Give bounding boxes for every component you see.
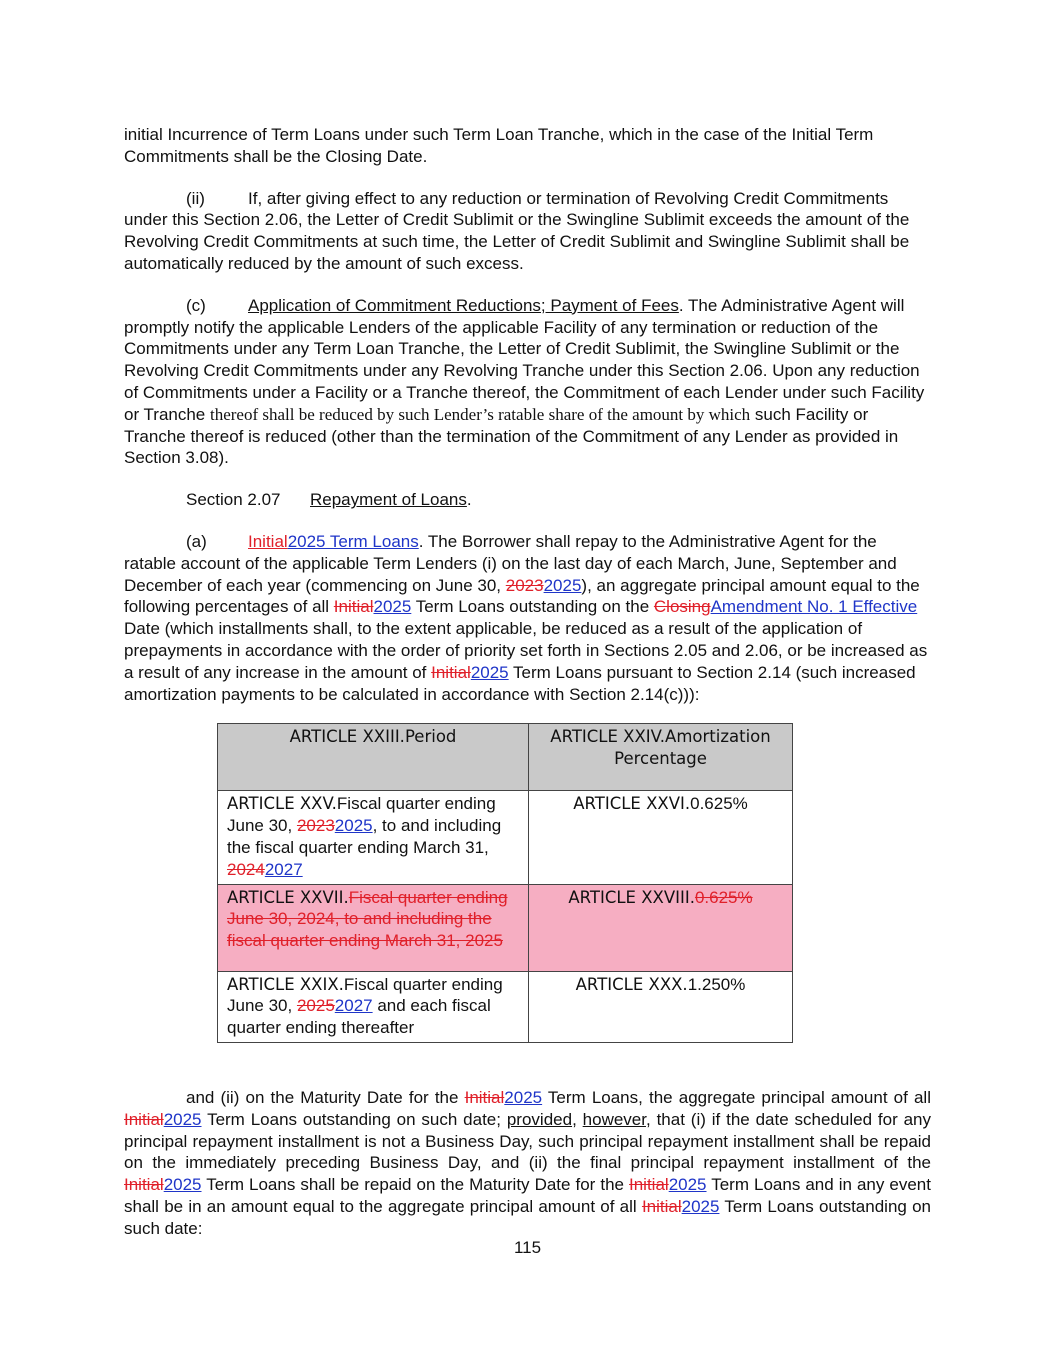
inserted-text: 2025 — [163, 1109, 202, 1129]
paragraph-c-commitment-reductions: (c) Application of Commitment Reductions; Payment of Fees. The Administrative Agent will promptly notify the applicable Lenders of the applicable Facility of any termination or reduction of the Commitments under any Term Loan Tranche, the Letter of Credit Sublimit, the Swingline Sublimit or the Revolving Credit Commitments under any Revolving Tranche under this Section 2.06. Upon any reduction of Commitments under a Facility or a Tranche thereof, the Commitment of each Lender under such Facility or Tranche thereof shall be reduced by such Lender’s ratable share of the amount by which such Facility or Tranche thereof is reduced (other than the termination of the Commitment of any Lender as provided in Section 3.08). — [124, 295, 925, 468]
deleted-text: Fiscal quarter ending June 30, 2024, to and including the fiscal quarter ending March 31, 2025 — [227, 887, 508, 951]
section-title: Repayment of Loans — [310, 490, 467, 510]
percentage-cell: ARTICLE XXVI.0.625% — [529, 791, 793, 884]
deleted-text: Initial — [641, 1196, 682, 1216]
deleted-text: Initial — [124, 1109, 164, 1129]
table-row — [218, 971, 793, 1042]
inserted-text: 2025 — [334, 816, 373, 836]
section-heading: Section 2.07 Repayment of Loans. — [186, 490, 472, 510]
deleted-text: 0.625% — [694, 887, 753, 907]
header-amortization-percentage: ARTICLE XXIV.Amortization Percentage — [529, 724, 793, 791]
paragraph-maturity-date: and (ii) on the Maturity Date for the Initial2025 Term Loans, the aggregate principal amount of all Initial2025 Term Loans outstanding on such date; provided, however, that (i) if the date scheduled for any principal repayment installment is not a Business Day, such principal repayment installment shall be repaid on the immediately preceding Business Day, and (ii) the final principal repayment installment of the Initial2025 Term Loans shall be repaid on the Maturity Date for the Initial2025 Term Loans and in any event shall be in an amount equal to the aggregate principal amount of all Initial2025 Term Loans outstanding on such date: — [124, 1087, 931, 1238]
section-number: Section 2.07 — [186, 490, 281, 510]
table-header-row — [218, 724, 793, 791]
deleted-text: 2023 — [296, 816, 335, 836]
deleted-text: Initial — [431, 662, 471, 682]
inserted-text: 2025 — [668, 1175, 707, 1195]
deleted-text: 2025 — [296, 996, 335, 1016]
paragraph-a-repayment: (a) Initial2025 Term Loans. The Borrower shall repay to the Administrative Agent for the ratable account of the applicable Term Lenders (i) on the last day of each March, June, September and December of each year (commencing on June 30, 20232025), an aggregate principal amount equal to the following percentages of all Initial2025 Term Loans outstanding on the ClosingAmendment No. 1 Effective Date (which installments shall, to the extent applicable, be reduced as a result of the application of prepayments in accordance with the order of priority set forth in Sections 2.05 and 2.06, or be increased as a result of any increase in the amount of Initial2025 Term Loans pursuant to Section 2.14 (such increased amortization payments to be calculated in accordance with Section 2.14(c))): — [124, 531, 928, 704]
inserted-text: 2025 Term Loans — [287, 531, 419, 551]
table-row-deleted — [218, 884, 793, 971]
clause-heading: Application of Commitment Reductions; Payment of Fees — [248, 295, 679, 315]
deleted-text: Initial — [124, 1175, 164, 1195]
inserted-text: 2027 — [264, 859, 303, 879]
period-cell: ARTICLE XXVII.Fiscal quarter ending June 30, 2024, to and including the fiscal quarter ending March 31, 2025 — [218, 884, 529, 971]
deleted-text: Initial — [629, 1175, 669, 1195]
inserted-text: 2025 — [543, 575, 582, 595]
deleted-text: 2024 — [227, 859, 265, 879]
inserted-text: Amendment No. 1 Effective — [710, 597, 918, 617]
deleted-text: Initial — [333, 597, 374, 617]
paragraph-text: initial Incurrence of Term Loans under such Term Loan Tranche, which in the case of the Initial Term Commitments shall be the Closing Date. — [124, 125, 874, 166]
percentage-cell: ARTICLE XXVIII.0.625% — [529, 884, 793, 971]
document-page — [124, 124, 931, 1239]
paragraph-closing-date — [124, 124, 931, 168]
inserted-text: 2025 — [504, 1087, 543, 1107]
deleted-text: Closing — [653, 597, 711, 617]
percentage-cell: ARTICLE XXX.1.250% — [529, 971, 793, 1042]
inserted-text: 2025 — [470, 662, 509, 682]
deleted-text: Initial — [248, 531, 288, 551]
clause-number: (a) — [186, 531, 207, 551]
period-cell: ARTICLE XXV.Fiscal quarter ending June 30, 20232025, to and including the fiscal quarter ending March 31, 20242027 — [218, 791, 529, 884]
inserted-text: 2027 — [334, 996, 373, 1016]
paragraph-ii-sublimit — [124, 188, 931, 275]
clause-number: (c) — [186, 295, 206, 315]
table-row — [218, 791, 793, 884]
inserted-text: 2025 — [373, 597, 412, 617]
period-cell: ARTICLE XXIX.Fiscal quarter ending June 30, 20252027 and each fiscal quarter ending thereafter — [218, 971, 529, 1042]
clause-number: (ii) — [186, 188, 205, 208]
header-period: ARTICLE XXIII.Period — [218, 724, 529, 791]
page-number: 115 — [513, 1238, 542, 1257]
deleted-text: 2023 — [505, 575, 544, 595]
inserted-text: 2025 — [163, 1175, 202, 1195]
paragraph-text: If, after giving effect to any reduction or termination of Revolving Credit Commitments under this Section 2.06, the Letter of Credit Sublimit or the Swingline Sublimit exceeds the amount of the Revolving Credit Commitments at such time, the Letter of Credit Sublimit and Swingline Sublimit shall be automatically reduced by the amount of such excess. — [124, 188, 910, 273]
deleted-text: Initial — [464, 1087, 505, 1107]
amortization-table — [217, 723, 793, 1043]
inserted-text: 2025 — [681, 1196, 720, 1216]
